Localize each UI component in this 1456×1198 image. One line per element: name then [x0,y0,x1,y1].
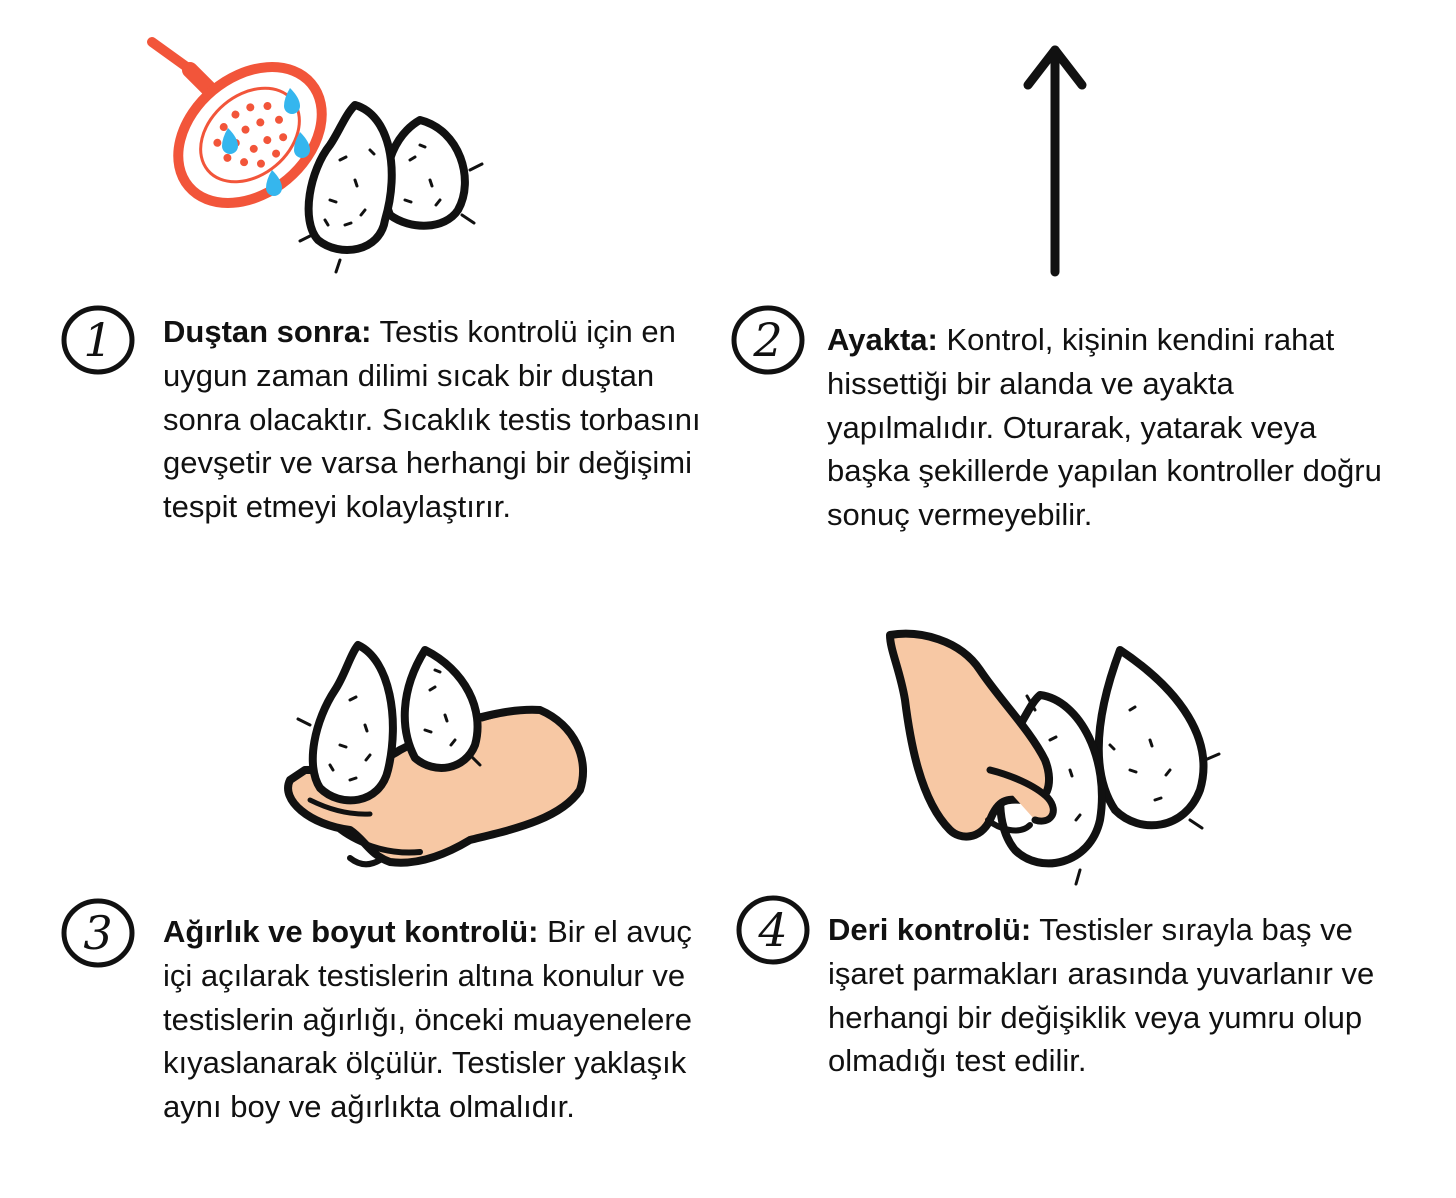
step-number-1 [58,300,138,380]
fingers-illustration [880,620,1240,890]
shower-head-icon [140,20,500,290]
hand-icon [270,630,600,880]
step-body: Kontrol, kişinin kendini rahat hissettiği bir alanda ve ayakta yapılmalıdır. Oturarak, yatarak veya başka şekillerde yapılan kontroller doğru sonuç vermeyebilir. [827,322,1382,533]
step-number-label: 4 [758,903,788,957]
step-3-text [163,910,703,1129]
step-number-label: 3 [83,906,113,960]
step-title: Deri kontrolü: [828,912,1032,947]
up-arrow-illustration [1020,40,1090,280]
step-4-text [828,908,1398,1083]
step-title: Duştan sonra: [163,314,372,349]
step-body: Testisler sırayla baş ve işaret parmakları arasında yuvarlanır ve herhangi bir değişiklik veya yumru olup olmadığı test edilir. [828,912,1375,1079]
palm-illustration [270,630,600,880]
step-title: Ağırlık ve boyut kontrolü: [163,914,539,949]
up-arrow-icon [1020,40,1090,280]
step-number-label: 2 [753,313,783,367]
step-title: Ayakta: [827,322,938,357]
step-number-2 [728,300,808,380]
step-body: Testis kontrolü için en uygun zaman dilimi sıcak bir duştan sonra olacaktır. Sıcaklık testis torbasını gevşetir ve varsa herhangi bir değişimi tespit etmeyi kolaylaştırır. [163,314,701,525]
step-2-text [827,318,1407,537]
step-number-4 [733,890,813,970]
step-body: Bir el avuç içi açılarak testislerin altına konulur ve testislerin ağırlığı, önceki muayenelere kıyaslanarak ölçülür. Testisler yaklaşık aynı boy ve ağırlıkta olmalıdır. [163,914,692,1125]
step-1-text [163,310,703,529]
step-number-label: 1 [83,313,113,367]
step-number-3 [58,893,138,973]
shower-illustration [140,20,500,290]
fingers-icon [880,620,1240,890]
